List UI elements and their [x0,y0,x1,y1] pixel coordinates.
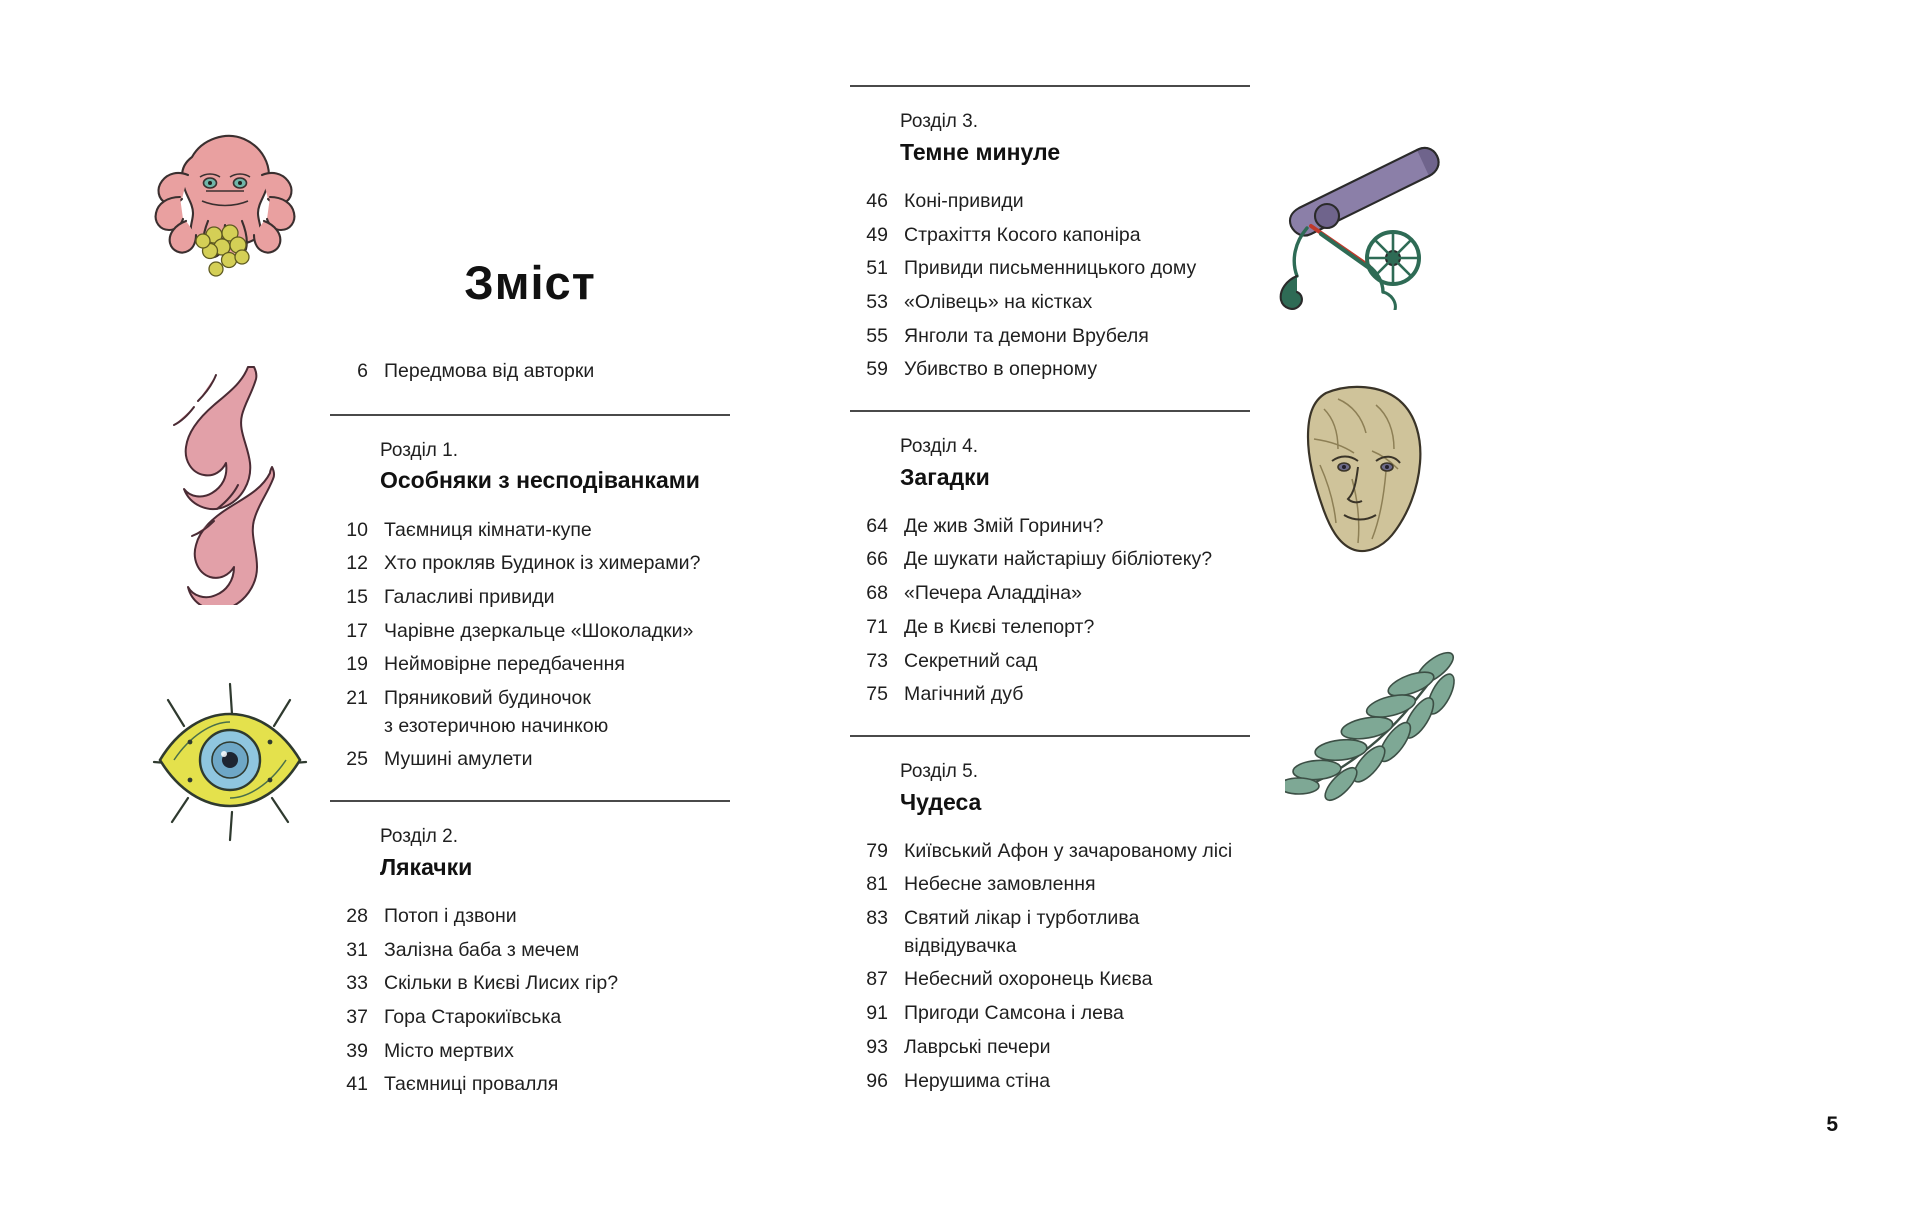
toc-entry[interactable] [850,356,1250,384]
toc-entry-title-line1: Пряниковий будиночок [384,686,591,709]
toc-entry[interactable] [330,584,730,612]
toc-entry-page: 53 [866,290,888,313]
section-name: Особняки з несподіванками [380,467,700,494]
toc-entry-title: Лаврські печери [904,1035,1051,1058]
toc-entry-title: Мушині амулети [384,748,533,771]
toc-entry-page: 75 [866,683,888,706]
toc-entry[interactable] [330,550,730,578]
toc-entry-page: 93 [866,1035,888,1058]
toc-entry-title: Небесний охоронець Києва [904,968,1153,991]
toc-entry-title-line2: з езотеричною начинкою [384,714,609,737]
toc-section-4 [850,410,1250,709]
toc-entry[interactable] [850,546,1250,574]
toc-entry-title: Убивство в оперному [904,358,1098,381]
toc-entry[interactable] [850,1068,1250,1096]
toc-section-2 [330,800,730,1099]
toc-entry-title: Секретний сад [904,649,1038,672]
toc-section-3 [850,85,1250,384]
toc-entry-title: Залізна баба з мечем [384,938,580,961]
toc-entry-page: 91 [866,1002,888,1025]
toc-entry-title: Неймовірне передбачення [384,653,625,676]
section-number: Розділ 5. [900,760,979,782]
toc-entry-title: Де в Києві телепорт? [904,615,1095,638]
toc-entry-title: «Олівець» на кістках [904,290,1093,313]
toc-entry[interactable] [850,905,1250,960]
stone-face-illustration [1280,375,1450,575]
toc-entry-page: 64 [866,514,888,537]
toc-entry-page: 21 [346,686,368,709]
section-name: Загадки [900,463,990,490]
toc-entry-title: Гора Старокиївська [384,1005,562,1028]
toc-entry-title: Місто мертвих [384,1039,514,1062]
toc-entry-page: 51 [866,257,888,280]
toc-entry-page: 81 [866,873,888,896]
toc-entry[interactable] [850,648,1250,676]
toc-entry-title: Таємниця кімнати-купе [384,518,592,541]
toc-entry-page: 59 [866,358,888,381]
toc-entry[interactable] [330,358,730,386]
toc-entry-page: 79 [866,839,888,862]
page-number: 5 [1826,1113,1838,1136]
eye-amulet-illustration [130,670,330,850]
toc-entry-page: 12 [346,552,368,575]
toc-entry-title: Потоп і дзвони [384,904,517,927]
toc-entry-title: Магічний дуб [904,683,1024,706]
toc-entry[interactable] [330,1004,730,1032]
toc-entry-page: 73 [866,649,888,672]
toc-entry-page: 66 [866,548,888,571]
toc-entry-title: Галасливі привиди [384,585,555,608]
pink-flame-illustration [120,345,340,605]
toc-entry[interactable] [850,222,1250,250]
toc-entry[interactable] [330,517,730,545]
toc-entry[interactable] [330,685,730,740]
toc-entry-page: 71 [866,615,888,638]
toc-entry-title: Скільки в Києві Лисих гір? [384,972,619,995]
section-number: Розділ 1. [380,439,459,461]
toc-entry-title: Хто прокляв Будинок із химерами? [384,552,701,575]
toc-entry-title [384,685,608,740]
toc-entry[interactable] [330,903,730,931]
toc-entry-page: 68 [866,582,888,605]
toc-entry-title: Пригоди Самсона і лева [904,1002,1124,1025]
toc-entry-page: 87 [866,968,888,991]
toc-entry-page: 83 [866,907,888,930]
section-number: Розділ 3. [900,111,979,132]
toc-entry-title: Страхіття Косого капоніра [904,223,1141,246]
toc-entry-title: Таємниці провалля [384,1073,559,1096]
toc-entry-page: 19 [346,653,368,676]
toc-entry-page: 10 [346,518,368,541]
toc-entry[interactable] [850,838,1250,866]
section-name: Темне минуле [900,138,1061,165]
toc-entry-title: Нерушима стіна [904,1069,1051,1092]
toc-entry-page: 46 [866,189,888,212]
toc-entry[interactable] [850,871,1250,899]
toc-entry-title: Київський Афон у зачарованому лісі [904,839,1233,862]
toc-entry-title-line2: відвідувачка [904,934,1017,957]
toc-entry-page: 28 [346,904,368,927]
toc-entry-title: Передмова від авторки [384,360,595,382]
toc-entry[interactable] [850,289,1250,317]
toc-entry[interactable] [330,937,730,965]
toc-entry[interactable] [330,651,730,679]
toc-entry-title: Небесне замовлення [904,873,1096,896]
toc-entry-title: Де жив Змій Горинич? [904,514,1104,537]
toc-entry-page: 55 [866,324,888,347]
toc-entry[interactable] [850,1000,1250,1028]
octopus-creature-illustration [130,105,320,295]
toc-entry-title: Янголи та демони Врубеля [904,324,1149,347]
toc-entry-title: Чарівне дзеркальце «Шоколадки» [384,619,694,642]
toc-section-1 [330,414,730,774]
toc-entry-page: 39 [346,1039,368,1062]
section-name: Лякачки [380,853,473,880]
toc-entry[interactable] [330,970,730,998]
toc-entry-page: 15 [346,585,368,608]
section-number: Розділ 4. [900,435,979,457]
section-entries [850,188,1250,384]
toc-entry-page: 33 [346,972,368,995]
cannon-illustration [1265,130,1465,310]
toc-column-right [850,85,1250,1121]
toc-entry-page: 6 [357,360,368,382]
section-entries [330,517,730,775]
toc-entry[interactable] [330,618,730,646]
toc-entry[interactable] [330,1038,730,1066]
section-entries [330,903,730,1099]
front-matter-list [330,358,730,386]
toc-entry-page: 17 [346,619,368,642]
toc-entry-page: 96 [866,1069,888,1092]
toc-entry-title: Коні-привиди [904,189,1024,212]
toc-entry[interactable] [850,188,1250,216]
toc-entry-title: Привиди письменницького дому [904,257,1197,280]
toc-entry-page: 37 [346,1005,368,1028]
toc-entry[interactable] [850,580,1250,608]
toc-entry[interactable] [330,1071,730,1099]
section-entries [850,838,1250,1096]
toc-entry[interactable] [850,255,1250,283]
toc-entry[interactable] [850,513,1250,541]
toc-entry[interactable] [850,1034,1250,1062]
toc-entry[interactable] [850,966,1250,994]
page-title: Зміст [464,256,596,309]
section-entries [850,513,1250,709]
section-name: Чудеса [900,788,982,815]
section-number: Розділ 2. [380,826,459,848]
toc-entry-title: Де шукати найстарішу бібліотеку? [904,548,1213,571]
toc-section-5 [850,735,1250,1095]
toc-entry-page: 25 [346,748,368,771]
toc-entry[interactable] [330,746,730,774]
toc-entry-title: «Печера Аладдіна» [904,582,1082,605]
toc-entry-page: 31 [346,938,368,961]
toc-entry-title-line1: Святий лікар і турботлива [904,907,1140,930]
toc-entry[interactable] [850,323,1250,351]
toc-entry[interactable] [850,614,1250,642]
toc-entry-title [904,905,1139,960]
toc-entry[interactable] [850,681,1250,709]
olive-branch-illustration [1285,650,1495,810]
toc-column-left [330,255,730,1125]
toc-entry-page: 41 [346,1073,368,1096]
toc-entry-page: 49 [866,223,888,246]
